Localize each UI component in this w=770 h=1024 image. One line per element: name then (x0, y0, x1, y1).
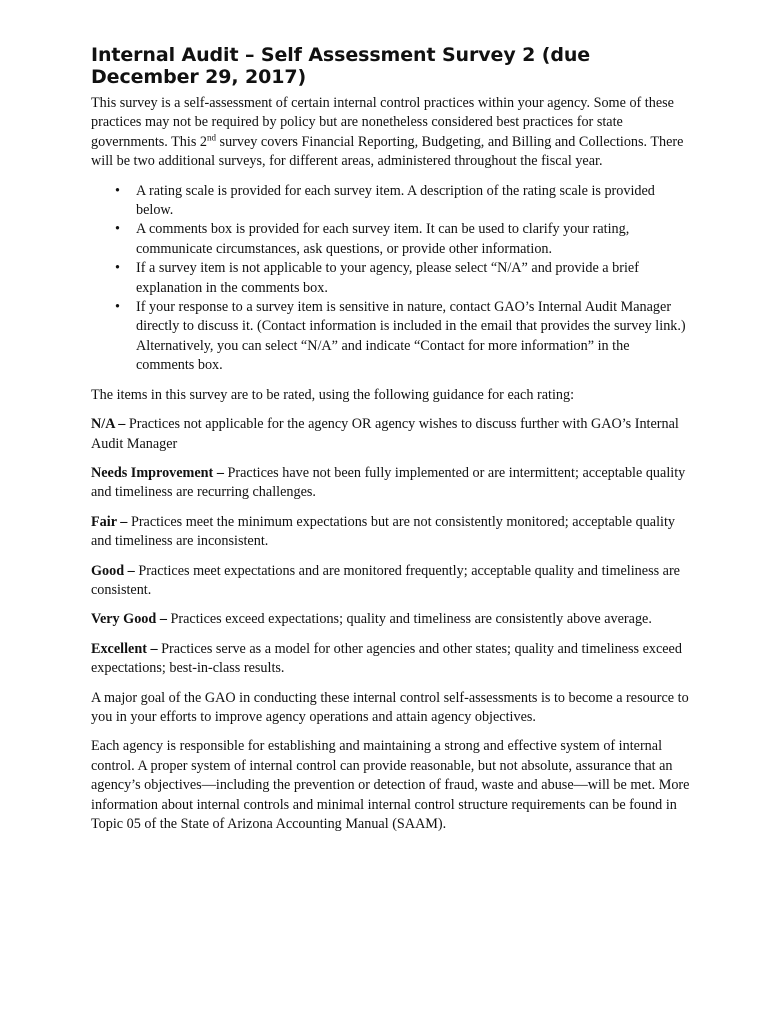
page-title: Internal Audit – Self Assessment Survey 2 (due December 29, 2017) (91, 44, 591, 88)
rating-term: Very Good – (91, 611, 167, 628)
rating-intro: The items in this survey are to be rated, using the following guidance for each rating: (91, 386, 575, 403)
list-item (115, 298, 691, 376)
rating-description: Practices exceed expectations; quality and timeliness are consistently above average. (166, 611, 652, 628)
rating-needs-improvement (91, 464, 691, 503)
rating-very-good (91, 610, 691, 629)
rating-term: Needs Improvement – (91, 464, 224, 481)
rating-description: Practices serve as a model for other agencies and other states; quality and timeliness exceed expectations; best-in-class results. (91, 640, 682, 677)
list-item-text: A rating scale is provided for each survey item. A description of the rating scale is provided below. (136, 182, 655, 219)
responsibility-paragraph: Each agency is responsible for establishing and maintaining a strong and effective system of internal control. A proper system of internal control can provide reasonable, but not absolute, assurance that an agency’s objectives—including the prevention or detection of fraud, waste and abuse—will be met. More information about internal controls and minimal internal control structure requirements can be found in Topic 05 of the State of Arizona Accounting Manual (SAAM). (91, 738, 690, 832)
instructions-list (91, 182, 691, 376)
rating-description: Practices have not been fully implemented or are intermittent; acceptable quality and timeliness are recurring challenges. (91, 464, 686, 501)
rating-na (91, 415, 691, 454)
goal-paragraph: A major goal of the GAO in conducting these internal control self-assessments is to become a resource to you in your efforts to improve agency operations and attain agency objectives. (91, 689, 689, 725)
rating-description: Practices meet expectations and are monitored frequently; acceptable quality and timeliness are consistent. (91, 562, 680, 598)
bullet-icon: • (115, 182, 120, 199)
intro-superscript: nd (207, 132, 216, 143)
rating-description: Practices meet the minimum expectations but are not consistently monitored; acceptable quality and timeliness are inconsistent. (91, 513, 676, 550)
rating-term: Excellent – (91, 640, 158, 657)
bullet-icon: • (115, 221, 120, 238)
intro-paragraph (91, 94, 691, 172)
rating-term: N/A – (91, 416, 126, 433)
list-item (115, 182, 691, 221)
list-item-text: A comments box is provided for each survey item. It can be used to clarify your rating, communicate circumstances, ask questions, or provide other information. (136, 221, 630, 257)
rating-excellent (91, 640, 691, 679)
intro-text-part1: This survey is a self-assessment of certain internal control practices within your agency. Some of these practices may not be required by policy but are nonetheless considered best practices for state governments. This 2 (91, 95, 674, 150)
rating-term: Fair – (91, 513, 128, 530)
intro-text-part2: survey covers Financial Reporting, Budgeting, and Billing and Collections. There will be two additional surveys, for different areas, administered throughout the fiscal year. (91, 133, 684, 170)
rating-good (91, 562, 691, 601)
bullet-icon: • (115, 260, 120, 277)
list-item (115, 259, 691, 298)
list-item (115, 220, 691, 259)
list-item-text: If a survey item is not applicable to your agency, please select “N/A” and provide a brief explanation in the comments box. (136, 260, 639, 296)
rating-fair (91, 513, 691, 552)
bullet-icon: • (115, 299, 120, 316)
list-item-text: If your response to a survey item is sensitive in nature, contact GAO’s Internal Audit Manager directly to discuss it. (Contact information is included in the email that provides the survey link.) Alternatively, you can select “N/A” and indicate “Contact for more information” in the comments box. (136, 299, 686, 374)
rating-description: Practices not applicable for the agency OR agency wishes to discuss further with GAO’s Internal Audit Manager (91, 416, 679, 452)
rating-term: Good – (91, 562, 135, 579)
document-page (91, 44, 691, 844)
